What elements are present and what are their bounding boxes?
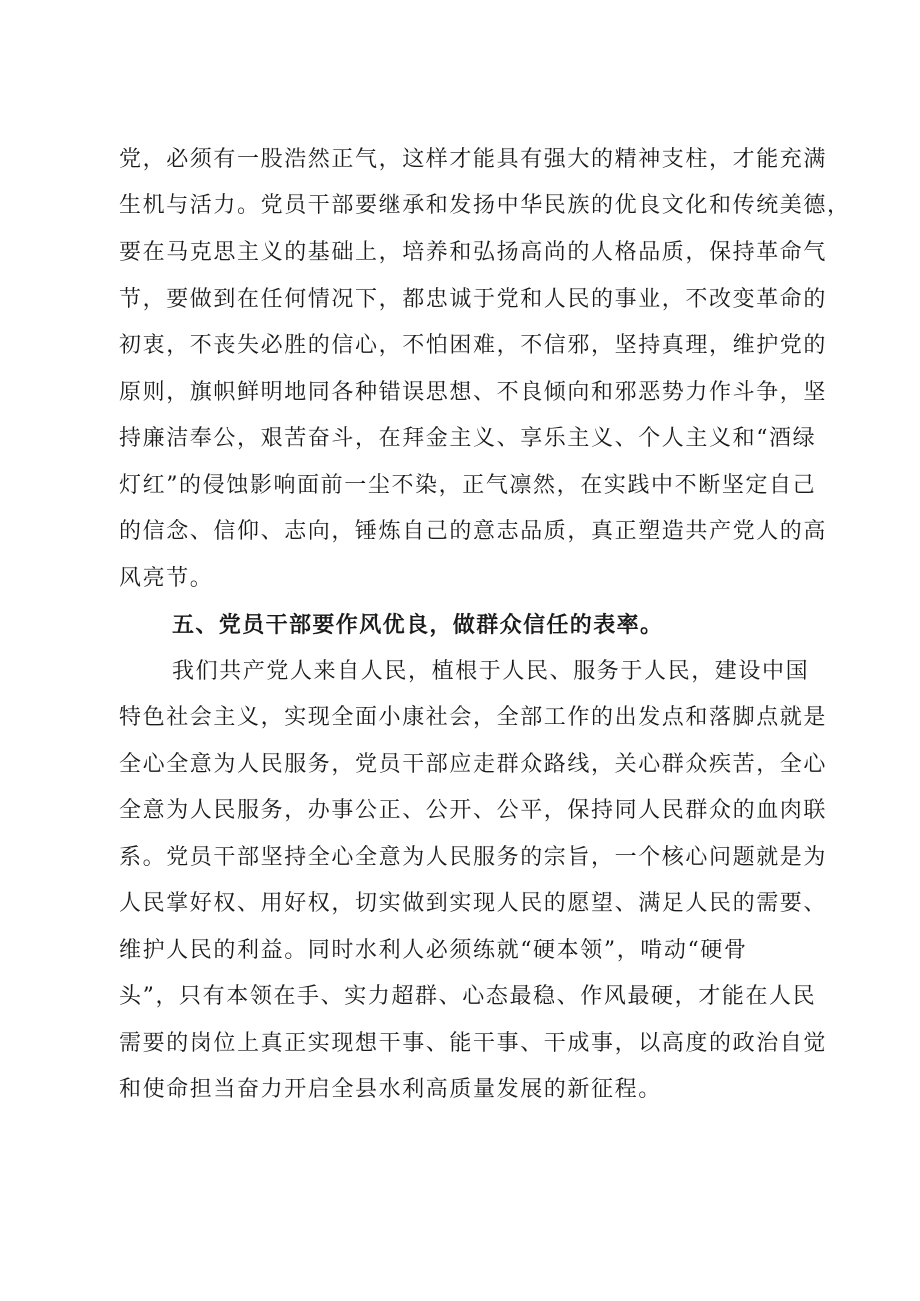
paragraph-line: 节，要做到在任何情况下，都忠诚于党和人民的事业，不改变革命的: [119, 287, 828, 312]
paragraph-line: 原则，旗帜鲜明地同各种错误思想、不良倾向和邪恶势力作斗争，坚: [119, 380, 828, 405]
paragraph-line: 头”，只有本领在手、实力超群、心态最稳、作风最硬，才能在人民: [119, 984, 817, 1009]
paragraph-line: 初衷，不丧失必胜的信心，不怕困难，不信邪，坚持真理，维护党的: [119, 333, 828, 358]
paragraph-line: 特色社会主义，实现全面小康社会，全部工作的出发点和落脚点就是: [119, 705, 828, 730]
paragraph-line: 的信念、信仰、志向，锤炼自己的意志品质，真正塑造共产党人的高: [119, 519, 828, 544]
paragraph-line: 生机与活力。党员干部要继承和发扬中华民族的优良文化和传统美德，: [119, 193, 851, 218]
paragraph-line: 我们共产党人来自人民，植根于人民、服务于人民，建设中国: [172, 659, 810, 684]
paragraph-line: 党，必须有一股浩然正气，这样才能具有强大的精神支柱，才能充满: [119, 147, 828, 172]
paragraph-line: 全心全意为人民服务，党员干部应走群众路线，关心群众疾苦，全心: [119, 752, 828, 777]
paragraph-line: 灯红”的侵蚀影响面前一尘不染，正气凛然，在实践中不断坚定自己: [119, 473, 817, 498]
paragraph-line: 风亮节。: [119, 566, 214, 591]
paragraph-line: 维护人民的利益。同时水利人必须练就“硬本领”，啃动“硬骨: [119, 938, 748, 963]
paragraph-line: 全意为人民服务，办事公正、公开、公平，保持同人民群众的血肉联: [119, 798, 828, 823]
section-heading: 五、党员干部要作风优良，做群众信任的表率。: [172, 612, 664, 638]
paragraph-line: 和使命担当奋力开启全县水利高质量发展的新征程。: [119, 1077, 662, 1102]
paragraph-line: 系。党员干部坚持全心全意为人民服务的宗旨，一个核心问题就是为: [119, 845, 828, 870]
paragraph-line: 要在马克思主义的基础上，培养和弘扬高尚的人格品质，保持革命气: [119, 240, 828, 265]
paragraph-line: 人民掌好权、用好权，切实做到实现人民的愿望、满足人民的需要、: [119, 891, 828, 916]
paragraph-line: 需要的岗位上真正实现想干事、能干事、干成事，以高度的政治自觉: [119, 1031, 828, 1056]
paragraph-line: 持廉洁奉公，艰苦奋斗，在拜金主义、享乐主义、个人主义和“酒绿: [119, 426, 817, 451]
